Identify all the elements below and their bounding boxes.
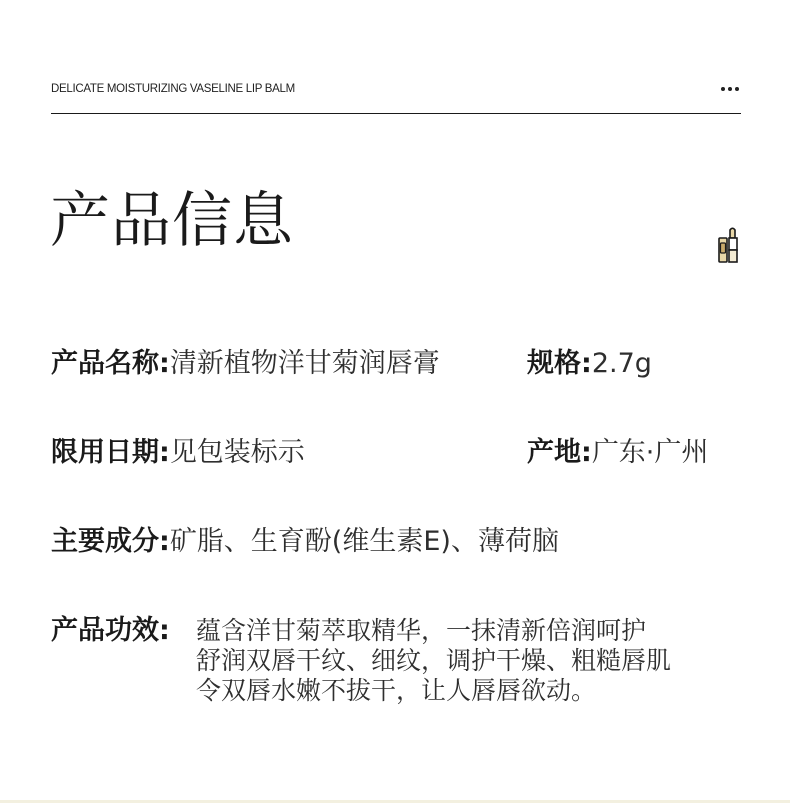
ingredients-row [51, 527, 559, 557]
dot [735, 87, 739, 91]
lipstick-icon [717, 226, 739, 264]
product-name-value: 清新植物洋甘菊润唇膏 [169, 348, 440, 379]
effect-line: 蕴含洋甘菊萃取精华，一抹清新倍润呵护 [196, 616, 647, 645]
ingredients-value: 矿脂、生育酚(维生素E)、薄荷脑 [169, 526, 559, 557]
dot [728, 87, 732, 91]
more-dots-icon[interactable] [721, 87, 741, 91]
header [51, 80, 741, 98]
dot [721, 87, 725, 91]
expiry-row [51, 438, 305, 468]
ingredients-label: 主要成分: [51, 526, 170, 557]
origin-label: 产地: [527, 437, 592, 468]
page-title: 产品信息 [50, 186, 294, 256]
effect-label: 产品功效: [51, 615, 170, 646]
header-divider [51, 113, 741, 114]
spec-label: 规格: [527, 348, 592, 379]
spec-value: 2.7g [591, 348, 652, 379]
effect-line: 令双唇水嫩不拔干，让人唇唇欲动。 [196, 676, 597, 705]
effect-row [51, 615, 672, 705]
expiry-value: 见包装标示 [169, 437, 305, 468]
product-name-row [51, 349, 440, 379]
product-name-label: 产品名称: [51, 348, 170, 379]
expiry-label: 限用日期: [51, 437, 170, 468]
header-title: DELICATE MOISTURIZING VASELINE LIP BALM [51, 83, 295, 95]
origin-row [527, 438, 708, 468]
effect-line: 舒润双唇干纹、细纹，调护干燥、粗糙唇肌 [196, 646, 672, 675]
effect-text [196, 616, 756, 706]
spec-row [527, 349, 652, 379]
origin-value: 广东·广州 [591, 437, 709, 468]
